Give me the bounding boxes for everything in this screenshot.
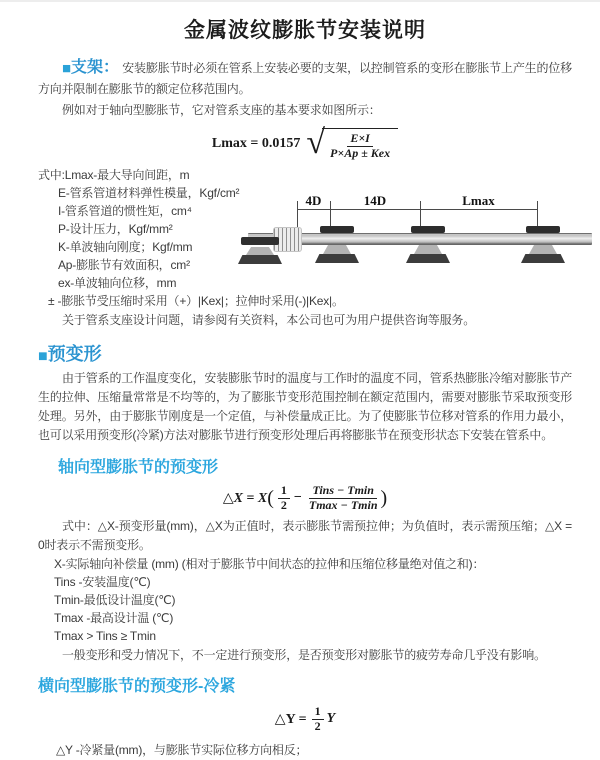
formula-dx-lhs: △X = X — [222, 490, 268, 506]
variable-line: Tmax -最高设计温 (℃) — [54, 611, 174, 625]
page-title: 金属波纹膨胀节安装说明 — [184, 19, 426, 42]
formula-delta-x — [38, 481, 572, 515]
predeform-heading: 预变形 — [47, 344, 102, 364]
axial-general-note: 一般变形和受力情况下，不一定进行预变形，是否预变形对膨胀节的疲劳寿命几乎没有影响。 — [62, 648, 546, 662]
formula-dy-rhs: Y — [326, 711, 336, 726]
one-half-fraction: $\frac{1}{2}$ — [312, 705, 324, 734]
formula-lmax — [38, 124, 572, 161]
formula-dy-lhs: △Y = — [274, 711, 307, 727]
support-closing-line: 关于管系支座设计问题，请参阅有关资料，本公司也可为用户提供咨询等服务。 — [62, 313, 476, 327]
anchor-support — [238, 226, 282, 272]
one-half-fraction: $\frac{1}{2}$ — [278, 484, 290, 513]
right-paren: ) — [380, 486, 388, 509]
variable-line: Tmin-最低设计温度(℃) — [54, 593, 176, 607]
axial-variables-list — [38, 555, 572, 645]
dimension-label-4d: 4D — [305, 193, 322, 208]
definition-line: E-管系管道材料弹性模量，Kgf/cm² — [58, 186, 240, 200]
formula-lmax-denominator: P×Ap ± Kex — [330, 145, 391, 160]
cold-tension-note: △Y -冷紧量(mm)，与膨胀节实际位移方向相反； — [56, 743, 308, 757]
dimension-label-lmax: Lmax — [462, 193, 495, 208]
definition-line-plusminus: ± -膨胀节受压缩时采用（+）|Kex|；拉伸时采用(-)|Kex|。 — [48, 294, 344, 308]
formula-delta-y — [38, 704, 572, 734]
variable-line: Tins -安装温度(℃) — [54, 575, 151, 589]
support-intro-paragraph — [38, 58, 572, 99]
formula-lmax-numerator: E×I — [347, 132, 373, 147]
section-square-icon: ■ — [38, 348, 48, 365]
left-paren: ( — [267, 486, 274, 509]
pipe-support — [315, 226, 359, 272]
predeform-section-header — [38, 340, 572, 366]
section-square-icon: ■ — [62, 60, 71, 77]
temperature-fraction: $\frac{\text{Tins − Tmin}}{Tmax - Tmin}$ — [308, 482, 378, 512]
support-example-line: 例如对于轴向型膨胀节，它对管系支座的基本要求如图所示： — [62, 103, 381, 117]
definition-line: I-管系管道的惯性矩，cm⁴ — [58, 204, 192, 218]
support-intro-text: 安装膨胀节时必须在管系上安装必要的支架，以控制管系的变形在膨胀节上产生的位移方向并限制在膨胀节的额定位移范围内。 — [38, 61, 572, 96]
pipe-support-diagram — [244, 194, 596, 272]
predeform-paragraph: 由于管系的工作温度变化，安装膨胀节时的温度与工作时的温度不同，管系热膨胀冷缩对膨胀节产生的拉伸、压缩量常常是不均等的，为了膨胀节变形范围控制在额定范围内，需要对膨胀节采取预变形处理。另外，由于膨胀节刚度是一个定值，与补偿量成正比。为了使膨胀节位移对管系的作用力最小，也可以采用预变形(冷紧)方法对膨胀节进行预变形处理后再将膨胀节在预变形状态下安装在管系中。 — [38, 371, 572, 442]
definition-line: ex-单波轴向位移，mm — [58, 276, 177, 290]
sqrt-radical-icon: √ — [306, 124, 326, 161]
definition-line: Ap-膨胀节有效面积，cm² — [58, 258, 190, 272]
definition-line: 式中:Lmax-最大导向间距，m — [38, 168, 190, 182]
variable-line: X-实际轴向补偿量 (mm) (相对于膨胀节中间状态的拉伸和压缩位移量绝对值之和)： — [54, 557, 485, 571]
formula-lmax-fraction — [322, 128, 398, 161]
axial-subheading: 轴向型膨胀节的预变形 — [58, 459, 219, 476]
formula-lmax-lhs: Lmax = 0.0157 — [211, 136, 301, 151]
pipe-support — [406, 226, 450, 272]
axial-formula-explanation: 式中：△X-预变形量(mm)，△X为正值时，表示膨胀节需预拉伸；为负值时，表示需预压缩；△X = 0时表示不需预变形。 — [38, 519, 572, 552]
support-heading: 支架： — [70, 59, 120, 76]
definition-line: P-设计压力，Kgf/mm² — [58, 222, 173, 236]
dimension-label-14d: 14D — [363, 193, 387, 208]
document-page — [0, 2, 600, 760]
dimension-line — [297, 209, 537, 210]
variable-line: Tmax > Tins ≥ Tmin — [54, 629, 156, 643]
minus-sign: − — [293, 490, 302, 505]
pipe-support — [521, 226, 565, 272]
lateral-subheading: 横向型膨胀节的预变形-冷紧 — [38, 678, 236, 695]
definition-line: K-单波轴向刚度；Kgf/mm — [58, 240, 193, 254]
